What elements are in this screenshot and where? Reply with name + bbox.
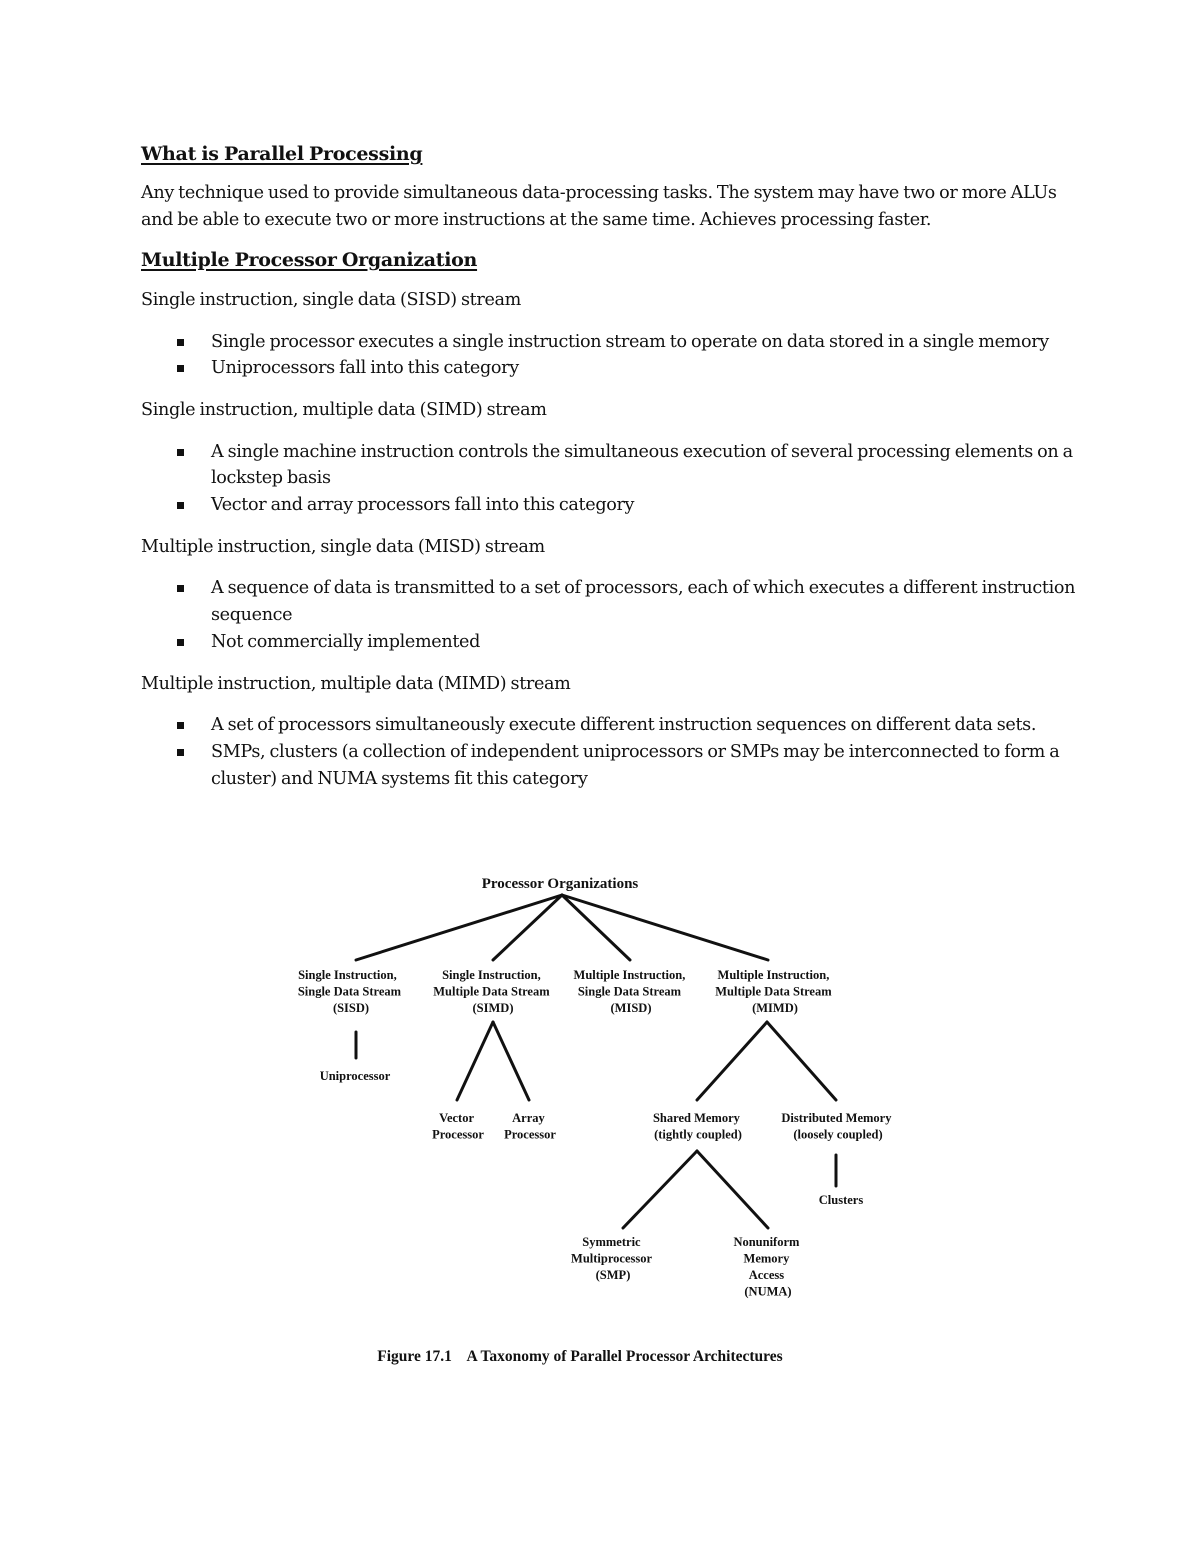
node-mimd-line: Multiple Instruction, — [717, 968, 830, 982]
figure-caption: Figure 17.1 A Taxonomy of Parallel Processor Architectures — [377, 1348, 783, 1365]
node-array-line: Processor — [504, 1127, 556, 1142]
edge-root-sisd — [356, 895, 562, 960]
node-simd-line: Single Instruction, — [442, 968, 541, 982]
intro-paragraph: Any technique used to provide simultaneous data-processing tasks. The system may have two or more ALUs and be able to execute two or more instructions at the same time. Achieves processing faster. — [141, 183, 1057, 230]
node-smp-line: (SMP) — [595, 1268, 631, 1282]
node-simd-line: Multiple Data Stream — [433, 984, 550, 999]
list-item-text: Uniprocessors fall into this category — [211, 358, 519, 379]
node-sisd-line: (SISD) — [332, 1001, 370, 1015]
edge-simd-array — [493, 1022, 529, 1100]
node-sisd-line: Single Instruction, — [298, 968, 397, 982]
category-mimd-title: Multiple instruction, multiple data (MIMD) stream — [141, 673, 571, 694]
category-simd-title: Single instruction, multiple data (SIMD) stream — [141, 400, 547, 421]
category-misd-title: Multiple instruction, single data (MISD) stream — [141, 536, 545, 557]
node-numa-line: (NUMA) — [744, 1284, 792, 1299]
node-distributed-line: Distributed Memory — [781, 1111, 892, 1125]
list-item-text: Single processor executes a single instruction stream to operate on data stored in a single memory — [211, 331, 1049, 352]
node-numa-line: Nonuniform — [733, 1235, 800, 1249]
list-item-text: Not commercially implemented — [211, 632, 481, 653]
node-numa-line: Access — [748, 1268, 785, 1282]
node-vector-line: Vector — [439, 1111, 474, 1125]
node-clusters — [819, 1193, 864, 1207]
edge-shared-numa — [697, 1151, 768, 1228]
edge-simd-vector — [457, 1022, 493, 1100]
edge-shared-smp — [623, 1151, 697, 1228]
list-item-text: Vector and array processors fall into this category — [211, 495, 635, 516]
edge-root-mimd — [562, 895, 768, 960]
node-misd-line: (MISD) — [610, 1001, 652, 1015]
node-numa — [733, 1235, 802, 1299]
list-item-text: A sequence of data is transmitted to a set of processors, each of which executes a different instruction sequence — [211, 578, 1076, 626]
section-heading-parallel-processing: What is Parallel Processing — [141, 143, 423, 165]
edge-mimd-shared — [697, 1022, 767, 1100]
edge-mimd-distributed — [767, 1022, 836, 1100]
node-numa-line: Memory — [743, 1251, 790, 1266]
diagram-connectors — [356, 895, 836, 1228]
diagram-root-label: Processor Organizations — [481, 876, 639, 892]
list-item-text: SMPs, clusters (a collection of independent uniprocessors or SMPs may be interconnected to form a cluster) and NUMA systems fit this category — [211, 742, 1060, 789]
node-simd-line: (SIMD) — [472, 1001, 514, 1015]
node-sisd — [298, 968, 404, 1015]
node-vector-line: Processor — [432, 1127, 484, 1142]
node-array-processor — [504, 1111, 556, 1142]
node-smp-line: Multiprocessor — [571, 1251, 652, 1266]
node-shared-line: Shared Memory — [652, 1111, 740, 1125]
node-smp-line: Symmetric — [582, 1235, 641, 1249]
node-vector-processor — [432, 1111, 484, 1142]
node-simd — [433, 968, 553, 1015]
node-uniprocessor-line: Uniprocessor — [319, 1069, 391, 1083]
node-shared-line: (tightly coupled) — [654, 1127, 742, 1142]
node-mimd-line: Multiple Data Stream — [715, 984, 832, 999]
node-misd-line: Multiple Instruction, — [573, 968, 686, 982]
section-heading-multiple-processor-organization: Multiple Processor Organization — [141, 249, 478, 271]
list-item-text: A single machine instruction controls the simultaneous execution of several processing elements on a lockstep basis — [211, 441, 1073, 489]
node-sisd-line: Single Data Stream — [297, 984, 402, 999]
node-array-line: Array — [512, 1111, 545, 1125]
node-clusters-line: Clusters — [818, 1193, 864, 1207]
category-sisd-title: Single instruction, single data (SISD) stream — [141, 290, 521, 310]
node-distributed-memory — [781, 1111, 894, 1142]
node-uniprocessor — [320, 1069, 391, 1083]
node-mimd-line: (MIMD) — [752, 1001, 798, 1015]
node-shared-memory — [653, 1111, 743, 1142]
node-distributed-line: (loosely coupled) — [793, 1127, 883, 1142]
node-misd — [574, 968, 689, 1015]
node-smp — [571, 1235, 655, 1282]
node-misd-line: Single Data Stream — [577, 984, 682, 999]
list-item-text: A set of processors simultaneously execute different instruction sequences on different data sets. — [211, 715, 1037, 736]
node-mimd — [715, 968, 835, 1015]
